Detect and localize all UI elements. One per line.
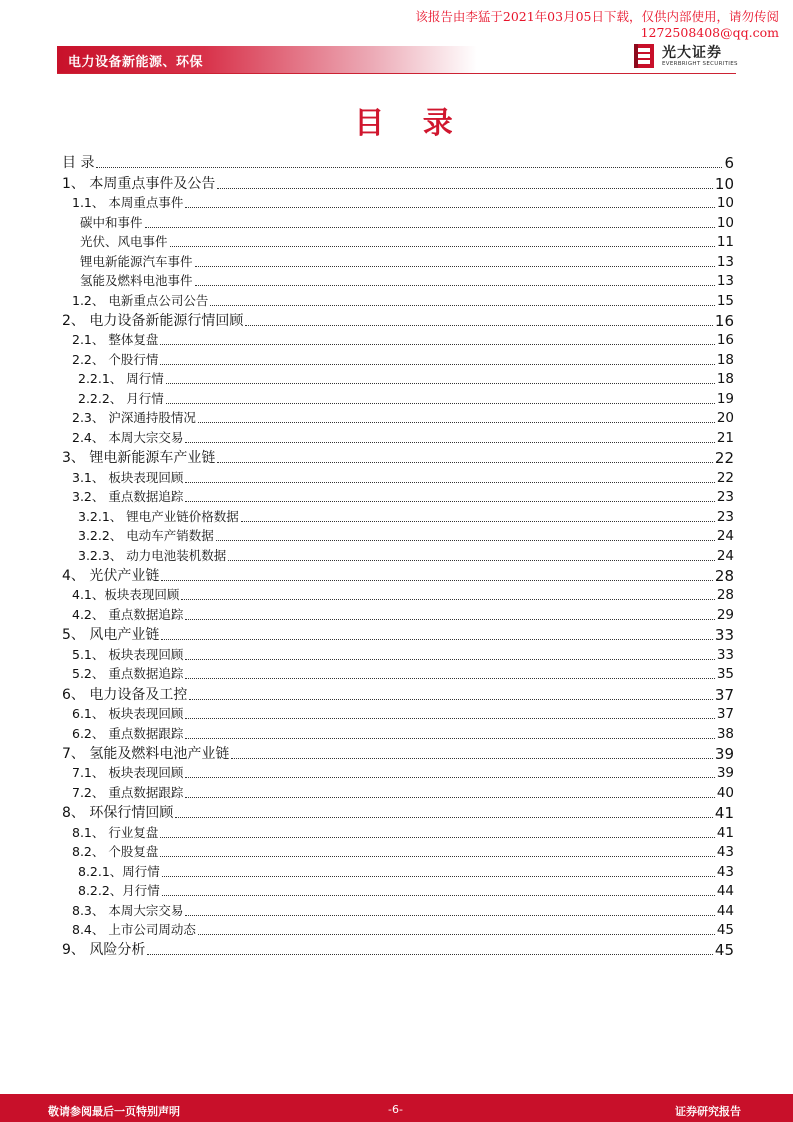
toc-dot-leader xyxy=(170,246,715,247)
toc-entry[interactable] xyxy=(62,271,734,291)
toc-entry-page: 43 xyxy=(716,844,734,861)
toc-entry-label: 7.2、 重点数据跟踪 xyxy=(72,784,184,800)
toc-entry[interactable] xyxy=(62,604,734,624)
toc-entry[interactable] xyxy=(62,310,734,330)
toc-dot-leader xyxy=(210,305,714,306)
toc-entry-page: 45 xyxy=(716,922,734,939)
toc-entry-label: 8、 环保行情回顾 xyxy=(62,805,174,822)
toc-entry[interactable] xyxy=(62,763,734,783)
toc-dot-leader xyxy=(231,758,713,759)
toc-entry-label: 1.2、 电新重点公司公告 xyxy=(72,292,209,308)
toc-entry-label: 锂电新能源汽车事件 xyxy=(80,253,193,269)
toc-entry[interactable] xyxy=(62,624,734,644)
toc-entry-label: 7、 氢能及燃料电池产业链 xyxy=(62,745,230,762)
toc-entry-page: 43 xyxy=(716,863,734,880)
toc-entry-label: 氢能及燃料电池事件 xyxy=(80,273,193,289)
toc-entry[interactable] xyxy=(62,172,734,192)
toc-entry-label: 2、 电力设备新能源行情回顾 xyxy=(62,312,244,329)
footer-disclaimer: 敬请参阅最后一页特别声明 xyxy=(48,1105,180,1118)
toc-entry[interactable] xyxy=(62,782,734,802)
toc-entry[interactable] xyxy=(62,447,734,467)
toc-entry-label: 碳中和事件 xyxy=(80,214,143,230)
toc-entry[interactable] xyxy=(62,193,734,213)
toc-dot-leader xyxy=(198,422,715,423)
toc-entry-page: 24 xyxy=(716,528,734,545)
toc-dot-leader xyxy=(181,599,714,600)
toc-dot-leader xyxy=(185,797,714,798)
toc-entry-page: 35 xyxy=(716,666,734,683)
toc-entry-page: 16 xyxy=(714,311,734,330)
toc-dot-leader xyxy=(228,560,715,561)
toc-entry-page: 23 xyxy=(716,508,734,525)
toc-entry[interactable] xyxy=(62,487,734,507)
toc-entry-page: 28 xyxy=(716,587,734,604)
toc-entry-page: 10 xyxy=(716,214,734,231)
toc-entry-label: 1.1、 本周重点事件 xyxy=(72,195,184,211)
brand-name-en: EVERBRIGHT SECURITIES xyxy=(662,61,738,67)
toc-entry[interactable] xyxy=(62,290,734,310)
toc-entry-page: 23 xyxy=(716,489,734,506)
toc-dot-leader xyxy=(166,403,715,404)
toc-entry-page: 22 xyxy=(716,469,734,486)
header-section-title: 电力设备新能源、环保 xyxy=(68,55,204,70)
toc-entry[interactable] xyxy=(62,920,734,940)
toc-entry-label: 2.4、 本周大宗交易 xyxy=(72,429,184,445)
toc-entry-page: 44 xyxy=(716,883,734,900)
toc-entry-label: 8.2.1、周行情 xyxy=(78,863,160,879)
toc-dot-leader xyxy=(185,619,714,620)
toc-dot-leader xyxy=(166,383,715,384)
toc-entry-label: 8.2、 个股复盘 xyxy=(72,844,159,860)
toc-entry-label: 2.2、 个股行情 xyxy=(72,351,159,367)
toc-entry-page: 33 xyxy=(716,646,734,663)
toc-entry[interactable] xyxy=(62,251,734,271)
toc-entry-label: 3.2.3、 动力电池装机数据 xyxy=(78,547,227,563)
toc-entry-page: 39 xyxy=(714,744,734,763)
toc-entry[interactable] xyxy=(62,704,734,724)
toc-entry-page: 22 xyxy=(714,449,734,468)
toc-entry-label: 4.2、 重点数据追踪 xyxy=(72,606,184,622)
toc-dot-leader xyxy=(185,915,714,916)
toc-entry-page: 38 xyxy=(716,725,734,742)
toc-dot-leader xyxy=(185,777,714,778)
toc-entry-label: 1、 本周重点事件及公告 xyxy=(62,175,216,192)
toc-entry[interactable] xyxy=(62,388,734,408)
toc-dot-leader xyxy=(161,580,713,581)
toc-dot-leader xyxy=(185,482,714,483)
toc-entry-page: 44 xyxy=(716,902,734,919)
toc-dot-leader xyxy=(185,718,714,719)
table-of-contents xyxy=(62,152,734,959)
toc-dot-leader xyxy=(160,837,714,838)
toc-entry[interactable] xyxy=(62,369,734,389)
toc-entry-label: 5.2、 重点数据追踪 xyxy=(72,666,184,682)
toc-entry[interactable] xyxy=(62,683,734,703)
toc-entry-page: 15 xyxy=(716,292,734,309)
toc-entry[interactable] xyxy=(62,644,734,664)
toc-entry-label: 3.2、 重点数据追踪 xyxy=(72,489,184,505)
toc-entry-label: 光伏、风电事件 xyxy=(80,234,168,250)
toc-entry[interactable] xyxy=(62,881,734,901)
toc-dot-leader xyxy=(185,659,714,660)
toc-dot-leader xyxy=(162,895,715,896)
toc-entry[interactable] xyxy=(62,467,734,487)
toc-entry-label: 3、 锂电新能源车产业链 xyxy=(62,450,216,467)
brand-logo-icon xyxy=(632,42,656,70)
toc-entry-label: 2.2.1、 周行情 xyxy=(78,371,164,387)
toc-entry[interactable] xyxy=(62,427,734,447)
toc-entry-label: 2.1、 整体复盘 xyxy=(72,332,159,348)
toc-entry[interactable] xyxy=(62,900,734,920)
footer-report-type: 证券研究报告 xyxy=(675,1105,741,1118)
toc-dot-leader xyxy=(162,876,715,877)
toc-dot-leader xyxy=(217,188,713,189)
toc-entry[interactable] xyxy=(62,330,734,350)
toc-entry[interactable] xyxy=(62,545,734,565)
toc-entry-label: 8.1、 行业复盘 xyxy=(72,824,159,840)
toc-dot-leader xyxy=(160,364,714,365)
toc-entry-page: 20 xyxy=(716,410,734,427)
toc-dot-leader xyxy=(185,207,714,208)
toc-dot-leader xyxy=(175,817,713,818)
toc-dot-leader xyxy=(96,167,722,168)
toc-entry-page: 33 xyxy=(714,626,734,645)
toc-entry[interactable] xyxy=(62,565,734,585)
toc-dot-leader xyxy=(160,856,714,857)
toc-entry-label: 5.1、 板块表现回顾 xyxy=(72,646,184,662)
toc-entry-page: 19 xyxy=(716,390,734,407)
toc-entry[interactable] xyxy=(62,802,734,822)
toc-entry-page: 13 xyxy=(716,253,734,270)
toc-dot-leader xyxy=(145,227,715,228)
toc-dot-leader xyxy=(185,738,714,739)
toc-entry-label: 4.1、板块表现回顾 xyxy=(72,587,180,603)
toc-entry[interactable] xyxy=(62,152,734,172)
toc-entry-page: 6 xyxy=(724,154,734,173)
toc-dot-leader xyxy=(245,325,713,326)
toc-entry[interactable] xyxy=(62,526,734,546)
toc-entry-label: 3.2.1、 锂电产业链价格数据 xyxy=(78,508,239,524)
toc-entry-page: 10 xyxy=(716,195,734,212)
toc-dot-leader xyxy=(216,540,715,541)
toc-entry-page: 11 xyxy=(716,234,734,251)
toc-entry-label: 7.1、 板块表现回顾 xyxy=(72,765,184,781)
toc-entry-label: 2.2.2、 月行情 xyxy=(78,390,164,406)
toc-dot-leader xyxy=(189,699,713,700)
toc-dot-leader xyxy=(198,934,715,935)
toc-entry-label: 目 录 xyxy=(62,155,95,172)
toc-entry-page: 13 xyxy=(716,273,734,290)
toc-entry-page: 41 xyxy=(714,804,734,823)
toc-entry-label: 9、 风险分析 xyxy=(62,942,146,959)
toc-entry-label: 8.3、 本周大宗交易 xyxy=(72,902,184,918)
watermark-line-2: 1272508408@qq.com xyxy=(640,25,779,40)
toc-entry-page: 28 xyxy=(714,566,734,585)
toc-entry-page: 18 xyxy=(716,351,734,368)
toc-entry[interactable] xyxy=(62,664,734,684)
toc-entry[interactable] xyxy=(62,939,734,959)
toc-entry-label: 5、 风电产业链 xyxy=(62,627,160,644)
toc-entry-page: 37 xyxy=(714,685,734,704)
toc-entry-label: 8.2.2、月行情 xyxy=(78,883,160,899)
watermark-line-1: 该报告由李猛于2021年03月05日下载，仅供内部使用，请勿传阅 xyxy=(415,9,779,24)
toc-entry[interactable] xyxy=(62,842,734,862)
brand-name-cn: 光大证券 xyxy=(662,45,722,61)
toc-entry-label: 4、 光伏产业链 xyxy=(62,567,160,584)
toc-dot-leader xyxy=(160,344,714,345)
toc-entry[interactable] xyxy=(62,743,734,763)
toc-entry[interactable] xyxy=(62,349,734,369)
toc-entry-page: 45 xyxy=(714,941,734,960)
toc-dot-leader xyxy=(185,442,714,443)
toc-dot-leader xyxy=(161,639,713,640)
toc-entry[interactable] xyxy=(62,723,734,743)
toc-dot-leader xyxy=(195,266,715,267)
toc-dot-leader xyxy=(185,678,714,679)
toc-entry-label: 3.1、 板块表现回顾 xyxy=(72,469,184,485)
header-divider xyxy=(57,73,736,74)
toc-entry-page: 16 xyxy=(716,332,734,349)
toc-entry-page: 18 xyxy=(716,371,734,388)
download-watermark xyxy=(415,9,779,41)
toc-entry[interactable] xyxy=(62,232,734,252)
toc-entry-page: 24 xyxy=(716,547,734,564)
toc-entry-page: 10 xyxy=(714,174,734,193)
toc-dot-leader xyxy=(241,521,715,522)
toc-entry[interactable] xyxy=(62,861,734,881)
toc-entry-label: 6.1、 板块表现回顾 xyxy=(72,706,184,722)
page-title: 目 录 xyxy=(354,106,467,141)
toc-entry[interactable] xyxy=(62,408,734,428)
toc-entry-page: 37 xyxy=(716,706,734,723)
brand-logo xyxy=(632,42,737,72)
toc-dot-leader xyxy=(147,954,713,955)
footer-bar xyxy=(0,1094,793,1122)
toc-entry-page: 29 xyxy=(716,606,734,623)
toc-entry[interactable] xyxy=(62,822,734,842)
toc-entry-page: 41 xyxy=(716,824,734,841)
toc-entry[interactable] xyxy=(62,212,734,232)
toc-dot-leader xyxy=(217,462,713,463)
toc-entry-page: 39 xyxy=(716,765,734,782)
toc-entry-label: 6.2、 重点数据跟踪 xyxy=(72,725,184,741)
footer-page-number: -6- xyxy=(388,1103,403,1116)
toc-entry-label: 8.4、 上市公司周动态 xyxy=(72,922,196,938)
toc-entry-label: 2.3、 沪深通持股情况 xyxy=(72,410,196,426)
toc-dot-leader xyxy=(195,285,715,286)
toc-entry-page: 21 xyxy=(716,429,734,446)
toc-entry-label: 6、 电力设备及工控 xyxy=(62,686,188,703)
toc-entry-label: 3.2.2、 电动车产销数据 xyxy=(78,528,214,544)
toc-dot-leader xyxy=(185,501,714,502)
toc-entry[interactable] xyxy=(62,585,734,605)
toc-entry[interactable] xyxy=(62,506,734,526)
toc-entry-page: 40 xyxy=(716,784,734,801)
